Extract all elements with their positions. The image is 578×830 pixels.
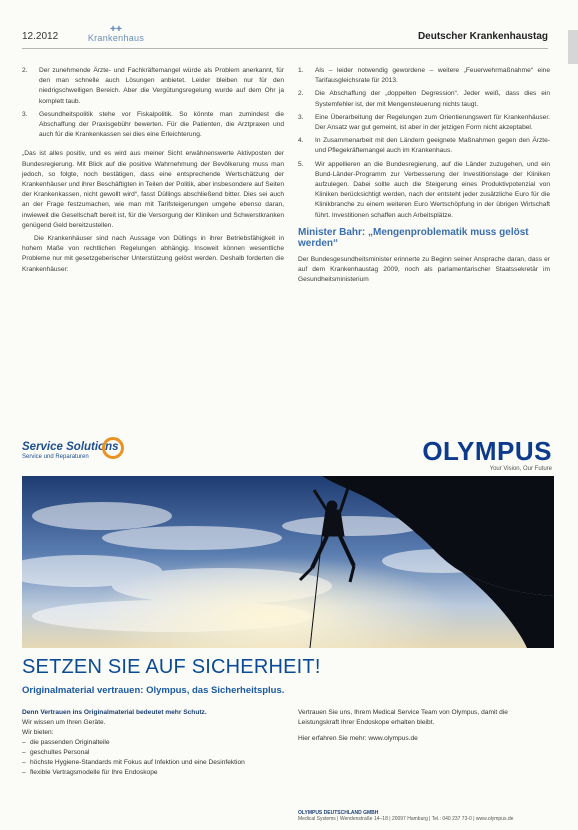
company-name: OLYMPUS DEUTSCHLAND GMBH	[298, 810, 379, 816]
company-footer	[298, 810, 550, 822]
left-list	[22, 66, 284, 140]
list-item	[298, 66, 550, 86]
list-text: Wir appellieren an die Bundesregierung, auf die Länder zuzugehen, und ein Bund-Länder-Programm zur Verbesserung der Investitionslage der Kliniken aufzulegen. Dabei sollte auch die Steigerung eines Produktivpotenzial von Kliniken berücksichtigt werden, nach der entsteht jeder zusätzliche Euro für die Klinikbranche zu einem weiteren Euro Wertschöpfung in der übrigen Wirtschaft führt. Investitionen schaffen auch Arbeitsplätze.	[315, 160, 550, 219]
ad-paragraph: Vertrauen Sie uns, Ihrem Medical Service Team von Olympus, damit die Leistungskraft Ihrer Endoskope erhalten bleibt.	[298, 709, 508, 726]
page-header	[22, 28, 548, 49]
ad-bullet-text: flexible Vertragsmodelle für Ihre Endoskope	[30, 769, 158, 776]
ad-bullet: – die passenden Originalteile	[22, 739, 110, 746]
service-badge-icon	[102, 437, 124, 459]
service-solutions-subtitle: Service und Reparaturen	[22, 454, 89, 460]
ad-text-left	[22, 708, 284, 778]
article-right-column	[298, 66, 550, 288]
list-number: 3.	[22, 110, 28, 118]
article-paragraph: Die Krankenhäuser sind nach Aussage von Düllings in ihrer Betriebsfähigkeit in hohem Maße von rechtlichen Regelungen abhängig. Insoweit können wesentliche Probleme nur mit gesetzgeberischer Unterstützung gelöst werden. Deshalb forderten die Krankenhäuser:	[22, 235, 284, 273]
publication-title: Deutscher Krankenhaustag	[417, 31, 548, 42]
list-number: 5.	[298, 160, 304, 168]
ad-bullet-text: geschultes Personal	[30, 749, 90, 756]
climber-photo	[22, 476, 554, 648]
list-number: 3.	[298, 113, 304, 121]
list-item	[298, 89, 550, 109]
ad-bullet-text: höchste Hygiene-Standards mit Fokus auf Infektion und eine Desinfektion	[30, 759, 245, 766]
list-item	[22, 110, 284, 141]
ad-lead: Denn Vertrauen ins Originalmaterial bedeutet mehr Schutz.	[22, 709, 207, 716]
ad-bullet: – flexible Vertragsmodelle für Ihre Endoskope	[22, 769, 158, 776]
ad-bullet: – geschultes Personal	[22, 749, 90, 756]
list-number: 1.	[298, 67, 304, 74]
ad-headline: SETZEN SIE AUF SICHERHEIT!	[22, 656, 321, 678]
section-subheading: Minister Bahr: „Mengenproblematik muss gelöst werden“	[298, 226, 529, 249]
list-number: 4.	[298, 137, 304, 145]
ad-intro-2: Wir bieten:	[22, 729, 54, 736]
logo-text: Krankenhaus	[87, 33, 145, 43]
ad-website-line: Hier erfahren Sie mehr: www.olympus.de	[298, 735, 418, 742]
ad-bullet-text: die passenden Originalteile	[30, 739, 110, 746]
article-paragraph: Der Bundesgesundheitsminister erinnerte zu Beginn seiner Ansprache daran, dass er auf dem Krankenhaustag 2009, noch als parlamentarischer Staatssekretär im Gesundheitsministerium	[298, 255, 550, 284]
list-text: Der zunehmende Ärzte- und Fachkräftemangel würde als Problem anerkannt, für den man schnelle auch Lösungen anbietet. Leider bleiben nur für den niedrigschwelligen Bereich. Aber die Vergütungsregelung wurde auf dem Ohr ja komplett taub.	[39, 67, 284, 105]
list-item	[298, 136, 550, 156]
ad-intro: Wir wissen um Ihren Geräte.	[22, 719, 106, 726]
service-solutions-name: Service Solutions	[22, 441, 119, 453]
climber-photo-illustration	[22, 476, 554, 648]
logo-mark-icon: ✚✚	[110, 26, 122, 33]
list-text: Eine Überarbeitung der Regelungen zum Orientierungswert für Krankenhäuser. Der Ansatz war gut gemeint, ist aber in der jetzigen Form nicht akzeptabel.	[315, 113, 550, 132]
olympus-tagline: Your Vision, Our Future	[489, 466, 552, 472]
ad-text-right	[298, 708, 550, 750]
olympus-logo: OLYMPUS	[422, 436, 552, 466]
demands-list	[298, 66, 550, 221]
list-item	[22, 66, 284, 107]
list-text: In Zusammenarbeit mit den Ländern geeignete Maßnahmen gegen den Ärzte- und Pflegekräftemangel auch im Krankenhaus.	[315, 137, 550, 155]
article-left-column	[22, 66, 284, 278]
list-text: Als – leider notwendig gewordene – weitere „Feuerwehrmaßnahme“ eine Tarifausgleichsrate für 2013.	[315, 67, 550, 85]
issue-number: 12.2012	[22, 31, 59, 42]
ad-subheadline: Originalmaterial vertrauen: Olympus, das Sicherheitsplus.	[22, 685, 285, 696]
list-text: Gesundheitspolitik stehe vor Fiskalpolitik. So könnte man zumindest die Abschaffung der Praxisgebühr bewerten. Für die Patienten, die Arztpraxen und auch für die Krankenkassen sei dies eine Erleichterung.	[39, 110, 284, 139]
list-number: 2.	[298, 90, 304, 98]
company-address: Medical Systems | Wendenstraße 14–18 | 20097 Hamburg | Tel.: 040 237 73-0 | www.olympus.de	[298, 816, 514, 822]
ad-bullet-list	[22, 738, 284, 778]
list-item	[298, 113, 550, 133]
ad-bullet: – höchste Hygiene-Standards mit Fokus auf Infektion und eine Desinfektion	[22, 759, 245, 766]
list-number: 2.	[22, 67, 28, 74]
list-text: Die Abschaffung der „doppelten Degression“. Jeder weiß, dass dies ein Systemfehler ist, der mit Mengensteuerung nichts taugt.	[315, 90, 550, 108]
magazine-logo	[86, 26, 146, 43]
article-paragraph: „Das ist alles positiv, und es wird aus meiner Sicht erwähnenswerte Aktivposten der Bundesregierung. Mit Blick auf die positive Wahrnehmung der Bevölkerung muss man jedoch, so folgte, noch bestätigen, dass eine entsprechende Wertschätzung der Krankenhäuser und ihrer Beschäftigten in Teilen der Politik, aber insbesondere auf Seiten der Krankenkassen, nicht gewollt wird“, fasst Düllings abschließend bitter. Dies sei auch an der Frage festzumachen, wie man mit Tarifsteigerungen umgehe ebenso daran, inwieweit die Gesellschaft bereit ist, für die Versorgung der Kliniken und Schwerstkranken genügend Geld bereitzustellen.	[22, 150, 284, 229]
list-item	[298, 160, 550, 221]
page-side-tab	[568, 30, 578, 64]
